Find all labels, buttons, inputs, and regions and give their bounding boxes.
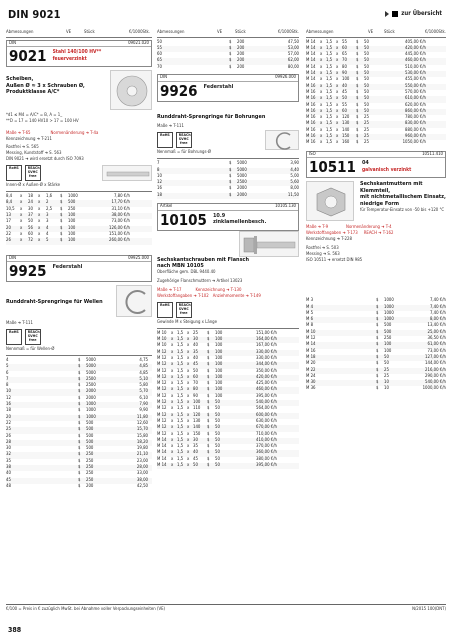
table-row[interactable]: 20 x 56 x 4 $ 100 126,00 €/h: [6, 226, 152, 232]
table-row[interactable]: M 14 $ 100 61,00 €/h: [306, 342, 446, 348]
table-row[interactable]: M 8 $ 500 13,40 €/h: [306, 323, 446, 329]
table-row[interactable]: M 16 x 1,5 x 40 $ 50 550,00 €/h: [306, 84, 446, 90]
page-number: 388: [8, 626, 22, 634]
table-row[interactable]: 7 $ 5000 3,90: [157, 161, 299, 167]
table-row[interactable]: 10 $ 2000 5,70: [6, 389, 152, 395]
page-title: DIN 9021: [8, 8, 61, 21]
replacement-note: ISO 10511 ➜ ersetzt DIN 985: [306, 258, 363, 264]
snap-ring-image: [116, 285, 152, 317]
back-to-overview-link[interactable]: [385, 10, 442, 18]
table-row[interactable]: M 14 x 1,5 x 100 $ 50 455,00 €/h: [306, 77, 426, 83]
price-note: €/100 = Preis in € zuzüglich MwSt. bei Abnahme voller Verpackungseinheiten (VE): [6, 607, 166, 612]
table-row[interactable]: M 14 x 1,5 x 35 $ 50 370,00 €/h: [157, 444, 277, 450]
dimensions-link[interactable]: Maße ➜ T-111: [6, 321, 33, 327]
table-row[interactable]: M 12 x 1,5 x 130 $ 50 630,00 €/h: [157, 418, 277, 424]
table-row[interactable]: 48 $ 200 42,50: [6, 483, 148, 489]
arrow-right-icon: [385, 11, 389, 17]
table-row[interactable]: M 24 $ 25 290,00 €/h: [306, 373, 446, 379]
table-row[interactable]: 35 $ 250 23,00: [6, 458, 148, 464]
table-row[interactable]: M 14 x 1,5 x 50 $ 50 395,00 €/h: [157, 463, 299, 469]
table-row[interactable]: M 14 x 1,5 x 90 $ 50 530,00 €/h: [306, 71, 446, 77]
table-row[interactable]: M 12 x 1,5 x 100 $ 50 540,00 €/h: [157, 400, 299, 406]
table-row[interactable]: 38 $ 250 28,00: [6, 465, 152, 471]
section-title: Sechskantmuttern mit Klemmteil,: [360, 181, 423, 194]
back-link-label: zur Übersicht: [401, 10, 442, 17]
table-row[interactable]: M 12 x 1,5 x 90 $ 100 395,00 €/h: [157, 393, 277, 399]
table-row[interactable]: 6 $ 5000 4,85: [6, 370, 148, 376]
table-row[interactable]: M 10 x 1,5 x 30 $ 100 164,00 €/h: [157, 337, 299, 343]
table-row[interactable]: M 16 x 1,5 x 160 $ 25 1050,00 €/h: [306, 140, 426, 146]
product-box-10511[interactable]: ISO 10511.410 10511 04 galvanisch verzinkt: [306, 151, 446, 179]
table-row[interactable]: M 16 $ 100 73,00 €/h: [306, 348, 446, 354]
table-row[interactable]: 25 $ 500 15,70: [6, 427, 152, 433]
footer: [6, 604, 446, 613]
table-row[interactable]: 26 $ 500 15,80: [6, 433, 148, 439]
table-row[interactable]: 22 x 60 x 4 $ 100 151,00 €/h: [6, 231, 130, 237]
table-row[interactable]: 70 $ 200 80,00: [157, 64, 299, 70]
rohs-badge: RoHS: [6, 329, 22, 345]
table-row[interactable]: M 12 x 1,5 x 70 $ 100 425,00 €/h: [157, 381, 277, 387]
section-title: Runddraht-Sprengringe für Wellen: [6, 299, 103, 306]
reach-link[interactable]: REACH ➜ T-162: [363, 231, 394, 237]
table-row[interactable]: 4 $ 5000 4,75: [6, 357, 148, 363]
marking-link[interactable]: Kennzeichnung ➜ T-211: [6, 137, 52, 143]
material-link[interactable]: Werkstoffangaben ➜ T-173: [306, 231, 358, 237]
dimensions-link[interactable]: Maße ➜ T-65: [6, 131, 31, 137]
table-row[interactable]: M 14 x 1,5 x 65 $ 50 445,00 €/h: [306, 52, 426, 58]
table-row[interactable]: M 10 x 1,5 x 40 $ 100 167,00 €/h: [157, 343, 277, 349]
torque-link[interactable]: Anziehmomente ➜ T-149: [212, 293, 261, 299]
table-row[interactable]: 45 $ 250 38,00: [6, 478, 152, 484]
product-number: 10511: [309, 158, 356, 177]
table-row[interactable]: M 12 x 1,5 x 35 $ 100 330,00 €/h: [157, 350, 299, 356]
table-row[interactable]: M 18 $ 50 127,00 €/h: [306, 354, 446, 360]
table-row[interactable]: M 16 x 1,5 x 140 $ 25 880,00 €/h: [306, 127, 426, 133]
table-row[interactable]: 17 x 50 x 3 $ 100 73,00 €/h: [6, 219, 130, 225]
table-row[interactable]: M 16 x 1,5 x 50 $ 50 610,00 €/h: [306, 96, 446, 102]
column-1: Abmessungen VE Stück €/1000Stk. DIN 09021.020 9021 Stahl 140/100 HV** feuerverzinkt Scheiben, Außen Ø ≈ 3 x Schrauben Ø, Produktklasse A/C* *d1 ≤ M4 = A/C* = B, A = 1_ **D = 17 = 140 HV10 > 17 = 100 HV Maße ➜ T-65 Normenänderung ➜ T-4a Kennzeichnung ➜ T-211 Rostfrei ➜ S. 565 Messing, Kunststoff ➜ S. 563 DIN 9021 ➜ wird ersetzt durch ISO 7093 RoHS REACh SVHC free Innen-Ø x Außen-Ø x Stärke 8,4 x 18 x 1,6 $ 1000 7,80 €/h 8,4 x 24 x 2 $ 500 17,70 €/h 10,5 x 30 x 2,5 $ 250 31,10 €/h 13 x 37 x 3 $ 100 38,00 €/h 17 x 50 x 3 $ 100 73,00 €/h 20 x 56 x 4 $ 100 126,00 €/h 22 x 60 x 4 $ 100 151,00 €/h 26 x 72 x 5 $ 100 260,00 €/h DIN 09925.000 9925 Federstahl Runddraht-Sprengringe für Wellen Maße ➜ T-111 RoHS REACh SVHC free Nennmaß = für Wellen-Ø 4 $ 5000 4,75 5 $ 5000 4,85 6 $ 5000 4,85 7 $ 2500 5,10 8 $ 2500 5,80 10 $ 2000 5,70 12 $ 2000 6,10 16 $ 1000 7,90 18 $ 1000 9,90 20 $ 1000 11,80 22 $ 500 12,60 25 $ 500 15,70 26 $ 500 15,80 28 $ 500 18,20 30 $ 500 19,80 32 $ 250 21,10 35 $ 250 23,00 38 $ 250 28,00 40 $ 250 33,00 45 $ 250 38,00 48 $ 200 42,50: [6, 30, 150, 489]
table-header: Abmessungen VE Stück €/1000Stk.: [306, 30, 446, 38]
catalog-ref: N/2015 100(DNT): [412, 607, 446, 612]
table-row[interactable]: 8,4 x 18 x 1,6 $ 1000 7,80 €/h: [6, 194, 130, 200]
rohs-badge: RoHS: [157, 132, 173, 148]
section-title: Scheiben,: [6, 76, 34, 83]
table-row[interactable]: M 16 x 1,5 x 150 $ 25 960,00 €/h: [306, 134, 446, 140]
table-row[interactable]: 10,5 x 30 x 2,5 $ 250 31,10 €/h: [6, 206, 130, 212]
snap-ring-table: [6, 358, 152, 490]
table-header: Abmessungen VE Stück €/1000Stk.: [157, 30, 299, 38]
lock-nut-table: [306, 298, 446, 392]
table-row[interactable]: M 4 $ 1000 7,40 €/h: [306, 304, 446, 310]
table-row[interactable]: 32 $ 250 21,10: [6, 452, 152, 458]
rohs-badge: RoHS: [157, 302, 173, 318]
washer-image: [110, 70, 152, 110]
table-row[interactable]: M 14 x 1,5 x 45 $ 50 380,00 €/h: [157, 456, 277, 462]
norm-change-link[interactable]: Normenänderung ➜ T-4a: [50, 131, 99, 137]
flange-bolt-table: [157, 331, 299, 470]
square-icon: [392, 11, 398, 17]
table-row[interactable]: M 10 $ 500 25,00 €/h: [306, 329, 446, 335]
table-row[interactable]: M 12 x 1,5 x 150 $ 50 710,00 €/h: [157, 431, 277, 437]
material-link[interactable]: Messing ➜ S. 563: [306, 252, 340, 258]
table-row[interactable]: 20 $ 1000 11,80: [6, 415, 152, 421]
product-number: 10105: [160, 210, 207, 229]
flange-bolt-image: [239, 231, 299, 257]
table-row[interactable]: 13 x 37 x 3 $ 100 38,00 €/h: [6, 213, 152, 219]
table-row[interactable]: 18 $ 1000 9,90: [6, 408, 148, 414]
reach-badge: REACh SVHC free: [176, 132, 192, 148]
marking-link[interactable]: Kennzeichnung ➜ T-228: [306, 237, 352, 243]
product-box-9925[interactable]: DIN 09925.000 9925 Federstahl: [6, 255, 152, 283]
table-row[interactable]: M 14 x 1,5 x 60 $ 50 420,00 €/h: [306, 46, 446, 52]
norm-change-link[interactable]: Normenänderung ➜ T-4: [346, 225, 392, 231]
washer-profile-image: [102, 165, 152, 181]
table-row[interactable]: 40 $ 250 33,00: [6, 471, 148, 477]
column-2: Abmessungen VE Stück €/1000Stk. 50 $ 200 47,50 55 $ 200 53,00 60 $ 200 57,00 65 $ 200 62,00 70 $ 200 80,00 DIN 09926.000 9926 Federstahl Runddraht-Sprengringe für Bohrungen Maße ➜ T-111 RoHS REACh SVHC free Nennmaß = für Bohrungs-Ø 7 $ 5000 3,90 8 $ 5000 4,40 10 $ 5000 5,00 12 $ 2500 5,60 16 $ 2000 8,00 18 $ 2000 11,50 Artikel 10105.130 10105 10.9 zinklamellenbesch. Sechskantschrauben mit Flansch nach MBN 10105 Oberfläche gem. DBL 9440.40 Zugehörige Flanschmuttern ➜ Artikel 13023 Maße ➜ T-17 Kennzeichnung ➜ T-130 Werkstoffangaben ➜ T-102 Anziehmomente ➜ T-149 RoHS REACh SVHC free Gewinde M x Steigung x Länge M 10 x 1,5 x 25 $ 100 151,00 €/h M 10 x 1,5 x 30 $ 100 164,00 €/h M 10 x 1,5 x 40 $ 100 167,00 €/h M 12 x 1,5 x 35 $ 100 330,00 €/h M 12 x 1,5 x 40 $ 100 330,00 €/h M 12 x 1,5 x 45 $ 100 344,00 €/h M 12 x 1,5 x 50 $ 100 350,00 €/h M 12 x 1,5 x 60 $ 100 420,00 €/h M 12 x 1,5 x 70 $ 100 425,00 €/h M 12 x 1,5 x 80 $ 100 460,00 €/h M 12 x 1,5 x 90 $ 100 395,00 €/h M 12 x 1,5 x 100 $ 50 540,00 €/h M 12 x 1,5 x 110 $ 50 564,00 €/h M 12 x 1,5 x 120 $ 50 600,00 €/h M 12 x 1,5 x 130 $ 50 630,00 €/h M 12 x 1,5 x 140 $ 50 670,00 €/h M 12 x 1,5 x 150 $ 50 710,00 €/h M 14 x 1,5 x 30 $ 50 410,00 €/h M 14 x 1,5 x 35 $ 50 370,00 €/h M 14 x 1,5 x 40 $ 50 360,00 €/h M 14 x 1,5 x 45 $ 50 380,00 €/h M 14 x 1,5 x 50 $ 50 395,00 €/h: [157, 30, 299, 468]
table-row[interactable]: M 6 $ 1000 8,00 €/h: [306, 317, 446, 323]
table-row[interactable]: M 5 $ 1000 7,40 €/h: [306, 310, 446, 316]
material-link[interactable]: Rostfrei ➜ S. 565: [6, 145, 39, 151]
table-row[interactable]: M 12 x 1,5 x 120 $ 50 600,00 €/h: [157, 413, 299, 419]
table-row[interactable]: M 14 x 1,5 x 40 $ 50 360,00 €/h: [157, 450, 299, 456]
material-link[interactable]: Messing, Kunststoff ➜ S. 563: [6, 151, 62, 157]
column-3: Abmessungen VE Stück €/1000Stk. M 14 x 1,5 x 55 $ 50 405,00 €/h M 14 x 1,5 x 60 $ 50 420,00 €/h M 14 x 1,5 x 65 $ 50 445,00 €/h M 14 x 1,5 x 70 $ 50 460,00 €/h M 14 x 1,5 x 80 $ 50 510,00 €/h M 14 x 1,5 x 90 $ 50 530,00 €/h M 14 x 1,5 x 100 $ 50 455,00 €/h M 16 x 1,5 x 40 $ 50 550,00 €/h M 16 x 1,5 x 45 $ 50 570,00 €/h M 16 x 1,5 x 50 $ 50 610,00 €/h M 16 x 1,5 x 55 $ 50 620,00 €/h M 16 x 1,5 x 60 $ 50 860,00 €/h M 16 x 1,5 x 120 $ 25 780,00 €/h M 16 x 1,5 x 130 $ 25 830,00 €/h M 16 x 1,5 x 140 $ 25 880,00 €/h M 16 x 1,5 x 150 $ 25 960,00 €/h M 16 x 1,5 x 160 $ 25 1050,00 €/h ISO 10511.410 10511 04 galvanisch verzinkt Sechskantmuttern mit Klemmteil, mit nichtmetallischem Einsatz, niedrige Form für Temperatur-Einsatz von -50 bis +120 °C Maße ➜ T-9 Normenänderung ➜ T-4 Werkstoffangaben ➜ T-173 REACH ➜ T-162 Kennzeichnung ➜ T-228 Rostfrei ➜ S. 503 Messing ➜ S. 563 ISO 10511 ➜ ersetzt DIN 985 M 3 $ 1000 7,40 €/h M 4 $ 1000 7,40 €/h M 5 $ 1000 7,40 €/h M 6 $ 1000 8,00 €/h M 8 $ 500 13,40 €/h M 10 $ 500 25,00 €/h M 12 $ 250 36,50 €/h M 14 $ 100 61,00 €/h M 16 $ 100 73,00 €/h M 18 $ 50 127,00 €/h M 20 $ 50 144,00 €/h M 22 $ 25 216,00 €/h M 24 $ 25 290,00 €/h M 30 $ 10 540,00 €/h M 36 $ 10 1000,00 €/h: [306, 30, 446, 392]
snap-ring-image: [265, 130, 299, 150]
table-row[interactable]: M 14 x 1,5 x 80 $ 50 510,00 €/h: [306, 64, 426, 70]
table-row[interactable]: 50 $ 200 47,50: [157, 39, 299, 45]
table-row[interactable]: M 12 x 1,5 x 50 $ 100 350,00 €/h: [157, 368, 277, 374]
dimensions-link[interactable]: Maße ➜ T-17: [157, 287, 182, 293]
table-row[interactable]: 16 $ 1000 7,90: [6, 402, 152, 408]
washer-table: [6, 194, 152, 244]
section-title: Sechskantschrauben mit Flansch: [157, 256, 249, 263]
table-row[interactable]: M 12 x 1,5 x 60 $ 100 420,00 €/h: [157, 375, 299, 381]
table-header: Abmessungen VE Stück €/1000Stk.: [6, 30, 152, 38]
rohs-badge: RoHS: [6, 165, 22, 181]
table-row[interactable]: M 3 $ 1000 7,40 €/h: [306, 298, 446, 304]
table-row[interactable]: 30 $ 500 19,80: [6, 446, 148, 452]
product-box-10105[interactable]: Artikel 10105.130 10105 10.9 zinklamellenbesch.: [157, 203, 299, 231]
product-number: 9021: [9, 47, 47, 66]
dimensions-link[interactable]: Maße ➜ T-111: [157, 124, 184, 130]
table-row[interactable]: M 36 $ 10 1000,00 €/h: [306, 386, 446, 392]
table-row[interactable]: M 14 x 1,5 x 70 $ 50 460,00 €/h: [306, 58, 446, 64]
table-row[interactable]: M 16 x 1,5 x 130 $ 25 830,00 €/h: [306, 121, 446, 127]
table-row[interactable]: 8,4 x 24 x 2 $ 500 17,70 €/h: [6, 200, 152, 206]
table-row[interactable]: 60 $ 200 57,00: [157, 52, 299, 58]
reach-badge: REACh SVHC free: [176, 302, 192, 318]
product-number: 9925: [9, 262, 47, 281]
section-title: Runddraht-Sprengringe für Bohrungen: [157, 113, 266, 120]
table-row[interactable]: M 14 x 1,5 x 30 $ 50 410,00 €/h: [157, 438, 299, 444]
material-link[interactable]: Werkstoffangaben ➜ T-102: [157, 293, 209, 299]
lock-nut-image: [306, 181, 354, 221]
table-row[interactable]: M 16 x 1,5 x 45 $ 50 570,00 €/h: [306, 89, 426, 95]
table-row[interactable]: M 12 x 1,5 x 80 $ 100 460,00 €/h: [157, 387, 299, 393]
table-row[interactable]: M 12 x 1,5 x 110 $ 50 564,00 €/h: [157, 406, 277, 412]
table-row[interactable]: M 16 x 1,5 x 55 $ 50 620,00 €/h: [306, 102, 426, 108]
product-number: 9926: [160, 81, 198, 100]
snap-ring-bore-table: [157, 161, 299, 199]
table-row[interactable]: M 30 $ 10 540,00 €/h: [306, 380, 446, 386]
table-row[interactable]: 22 $ 500 12,60: [6, 420, 148, 426]
table-row[interactable]: 12 $ 2000 6,10: [6, 395, 148, 401]
table-row[interactable]: 28 $ 500 18,20: [6, 440, 152, 446]
table-row[interactable]: 12 $ 2500 5,60: [157, 180, 299, 186]
table-row[interactable]: 55 $ 200 53,00: [157, 45, 299, 51]
material-link[interactable]: Rostfrei ➜ S. 503: [306, 246, 339, 252]
table-row[interactable]: M 14 x 1,5 x 55 $ 50 405,00 €/h: [306, 39, 426, 45]
snap-ring-table-cont: [157, 40, 299, 71]
reach-badge: REACh SVHC free: [25, 165, 41, 181]
table-row[interactable]: 10 $ 5000 5,00: [157, 173, 299, 179]
table-row[interactable]: M 12 $ 250 36,50 €/h: [306, 336, 446, 342]
product-box-9021[interactable]: DIN 09021.020 9021 Stahl 140/100 HV** feuerverzinkt: [6, 40, 152, 68]
table-row[interactable]: 8 $ 5000 4,40: [157, 167, 299, 173]
table-row[interactable]: M 12 x 1,5 x 40 $ 100 330,00 €/h: [157, 355, 277, 361]
table-row[interactable]: M 10 x 1,5 x 25 $ 100 151,00 €/h: [157, 330, 277, 336]
table-row[interactable]: 26 x 72 x 5 $ 100 260,00 €/h: [6, 238, 152, 244]
table-row[interactable]: 7 $ 2500 5,10: [6, 377, 152, 383]
product-box-9926[interactable]: DIN 09926.000 9926 Federstahl: [157, 74, 299, 102]
table-row[interactable]: 5 $ 5000 4,85: [6, 364, 152, 370]
table-row[interactable]: 8 $ 2500 5,80: [6, 383, 148, 389]
table-row[interactable]: 65 $ 200 62,00: [157, 58, 299, 64]
reach-badge: REACh SVHC free: [25, 329, 41, 345]
marking-link[interactable]: Kennzeichnung ➜ T-130: [195, 287, 242, 293]
table-row[interactable]: M 12 x 1,5 x 45 $ 100 344,00 €/h: [157, 362, 299, 368]
table-row[interactable]: M 12 x 1,5 x 140 $ 50 670,00 €/h: [157, 425, 299, 431]
replacement-note: DIN 9021 ➜ wird ersetzt durch ISO 7093: [6, 157, 84, 163]
table-row[interactable]: M 16 x 1,5 x 60 $ 50 860,00 €/h: [306, 109, 446, 115]
table-row[interactable]: 18 $ 2000 11,50: [157, 192, 299, 198]
table-row[interactable]: M 22 $ 25 216,00 €/h: [306, 367, 446, 373]
table-row[interactable]: M 20 $ 50 144,00 €/h: [306, 361, 446, 367]
dimensions-link[interactable]: Maße ➜ T-9: [306, 225, 329, 231]
table-row[interactable]: 16 $ 2000 8,00: [157, 186, 299, 192]
flange-bolt-table-cont: [306, 40, 446, 147]
table-row[interactable]: M 16 x 1,5 x 120 $ 25 780,00 €/h: [306, 115, 426, 121]
